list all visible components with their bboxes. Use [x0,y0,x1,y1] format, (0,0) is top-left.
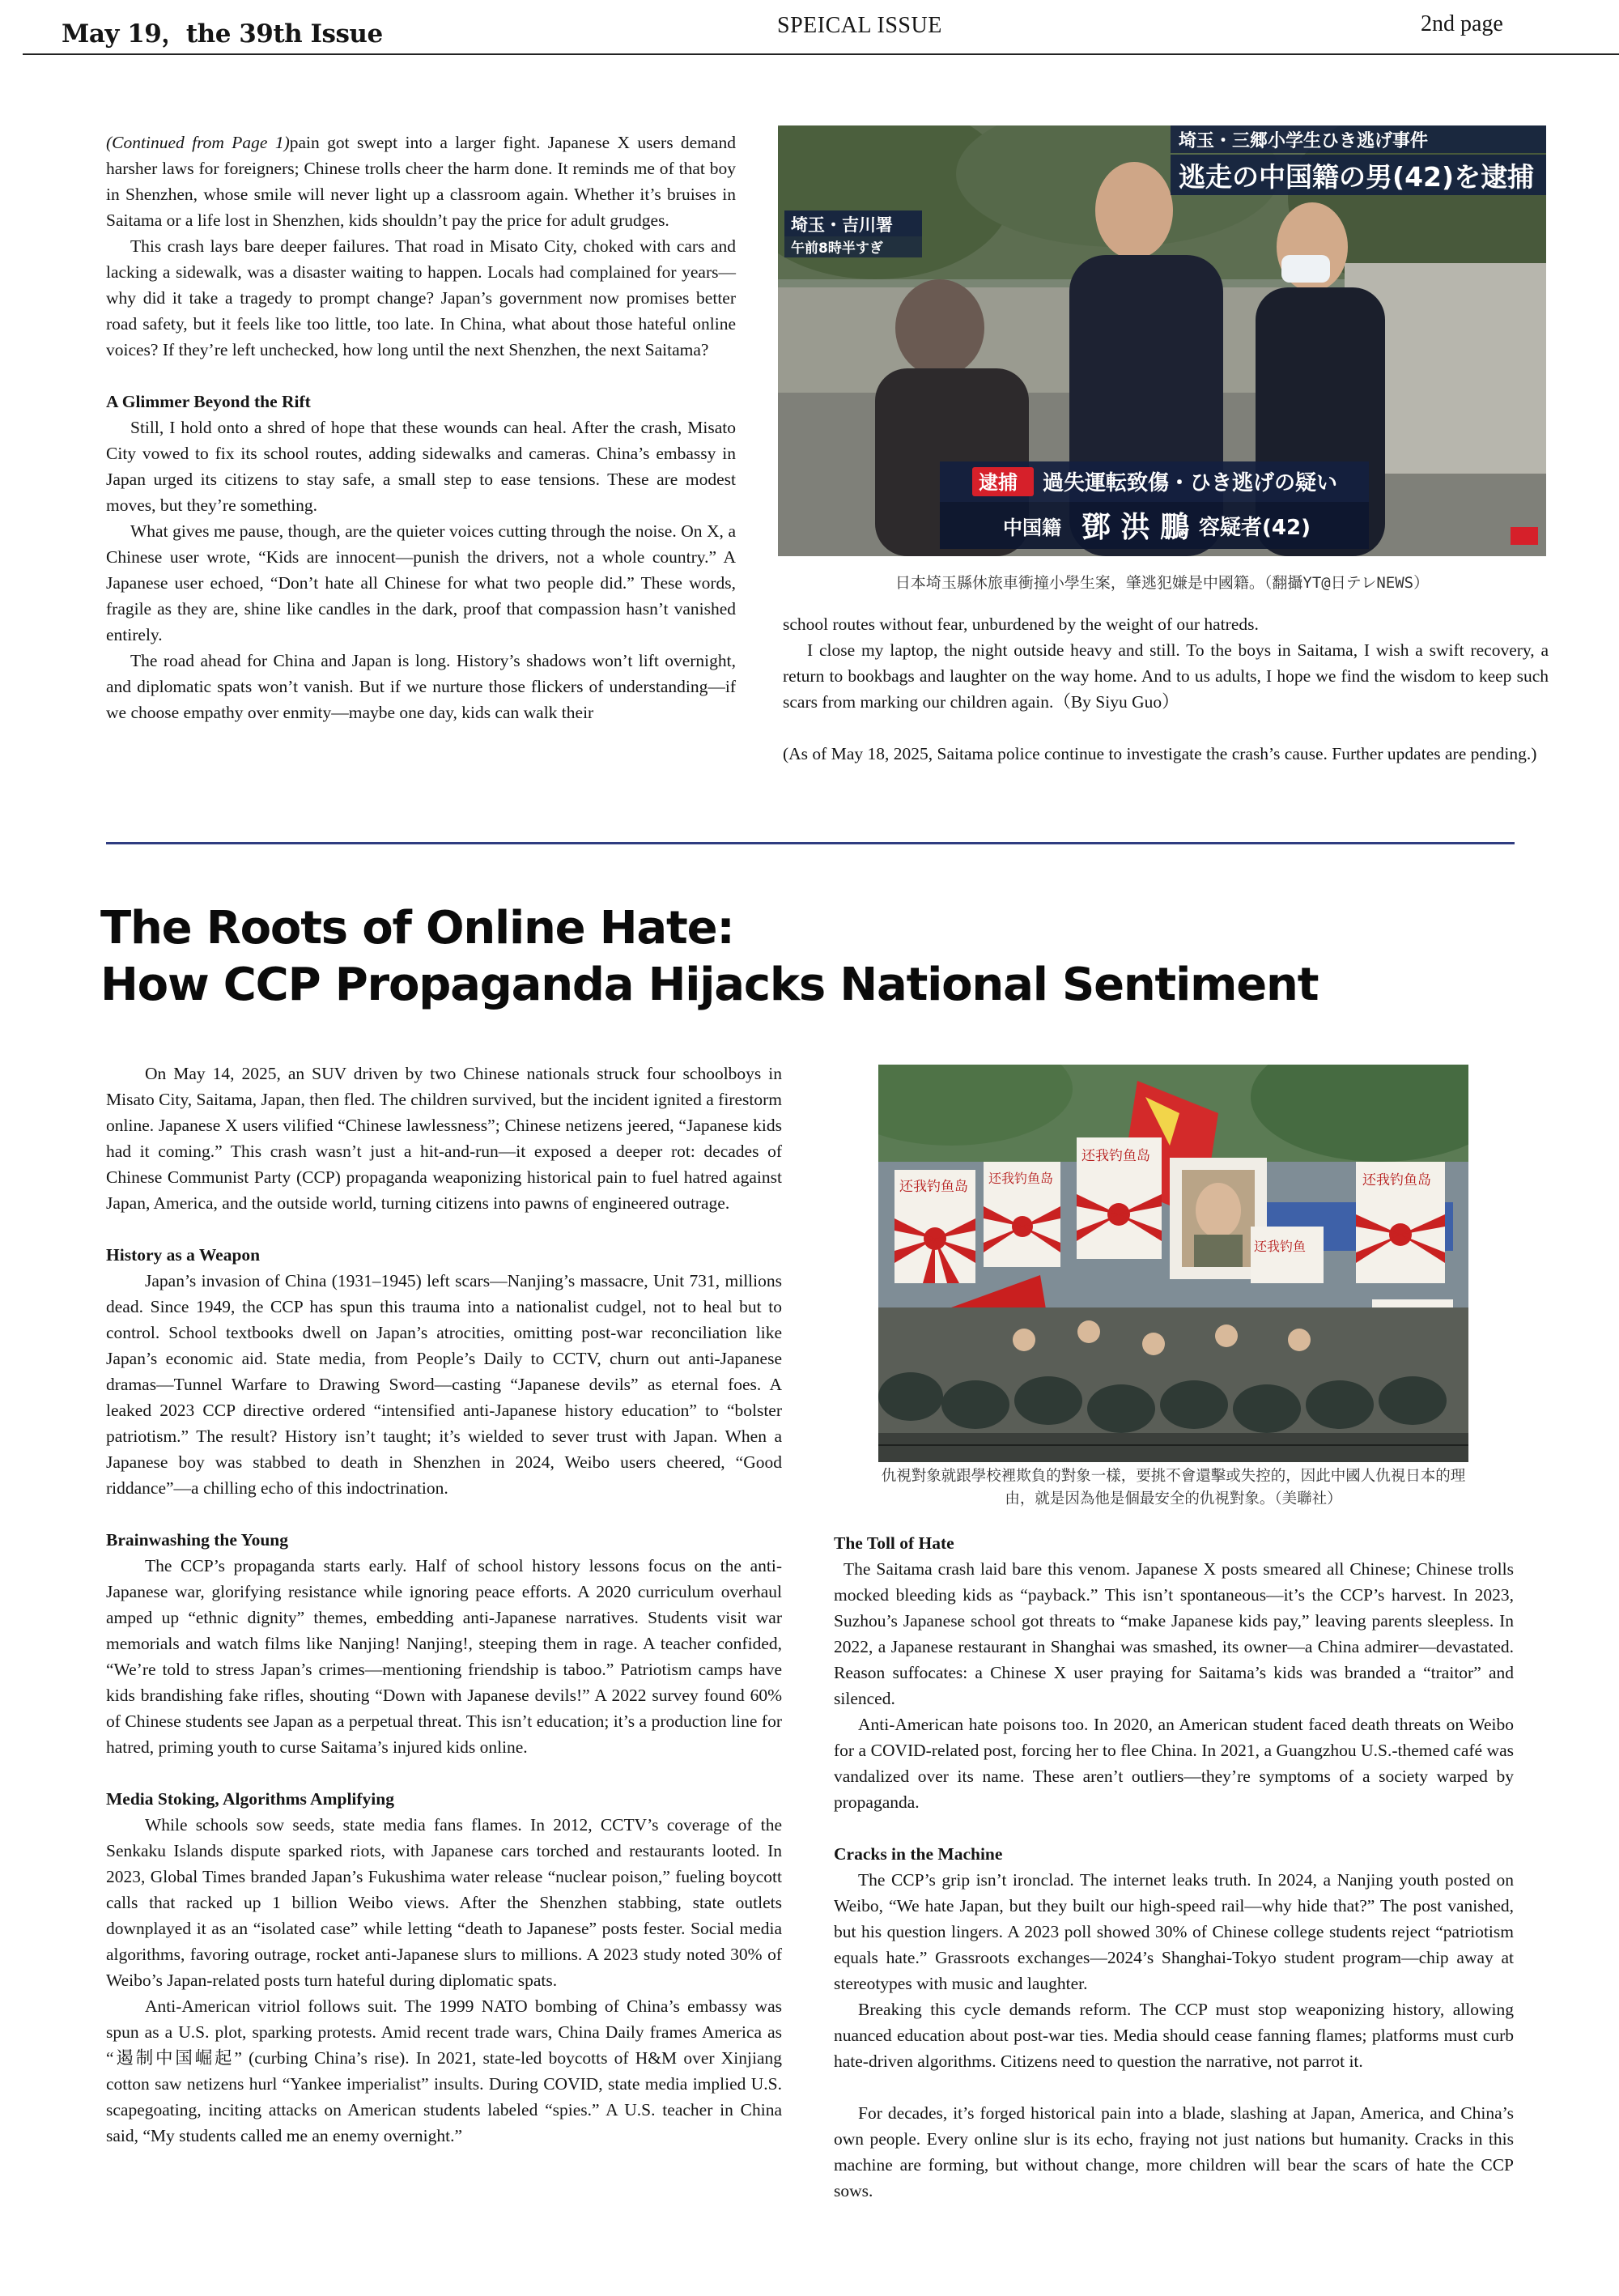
paragraph-text: pain got swept into a larger fight. Japanese X users demand harsher laws for foreigners; Chinese trolls cheer the harm done. It reminds me of that boy in Shenzhen, whose smile will never light up a classroom again. Whether it’s bruises in Saitama or a life lost in Shenzhen, kids shouldn’t pay the price for adult grudges. [106,133,736,230]
top-article-column-right [783,611,1549,767]
nationality-text: 中国籍 [1003,517,1061,539]
closing-paragraph: For decades, it’s forged historical pain into a blade, slashing at Japan, America, and China’s own people. Every online slur is its echo, fraying not just nations but humanity. Cracks in this machine are forming, but without change, more children will bear the scars of hate the CCP sows. [834,2103,1514,2200]
headline-line-2: How CCP Propaganda Hijacks National Sentiment [100,959,1319,1011]
ntv-logo-icon [1511,527,1538,545]
suspect-suffix: 容疑者(42) [1199,516,1311,540]
media-paragraph-2: Anti-American vitriol follows suit. The 1999 NATO bombing of China’s embassy was spun as a U.S. plot, sparking protests. Amid recent trade wars, China Daily frames America as “遏制中国崛起” (curbing China’s rise). In 2021, state-led boycotts of H&M over Xinjiang cotton saw netizens hurl “Yankee imperialist” insults. During COVID, state media implied U.S. scapegoating, inciting attacks on American students labeled “spies.” A U.S. teacher in China said, “My students called me an enemy overnight.” [106,1996,782,2145]
section-label: SPEICAL ISSUE [777,13,942,38]
cracks-paragraph-2: Breaking this cycle demands reform. The CCP must stop weaponizing history, allowing nuanced education about post-war ties. Media should cease fanning flames; platforms must curb hate-driven algorithms. Citizens need to question the narrative, not parrot it. [834,2000,1514,2071]
editor-note: (As of May 18, 2025, Saitama police continue to investigate the crash’s cause. Further updates are pending.) [783,744,1537,763]
feature-headline [100,900,1318,1014]
subheading-cracks: Cracks in the Machine [834,1844,1003,1864]
arrest-tag: 逮捕 [979,471,1018,494]
brainwashing-paragraph: The CCP’s propaganda starts early. Half of school history lessons focus on the anti-Japanese war, glorifying resistance while ignoring peace efforts. A 2020 curriculum overhaul amped up “ethnic dignity” themes, embedding anti-Japanese narratives. Students visit war memorials and watch films like Nanjing! Nanjing!, steeping them in rage. A teacher confided, “We’re told to stress Japan’s crimes—mentioning friendship is taboo.” Patriotism camps have kids brandishing fake rifles, shouting “Down with Japanese devils!” A 2022 survey found 60% of Chinese students see Japan as a perpetual threat. This isn’t education; it’s a production line for hatred, priming youth to curse Saitama’s injured kids online. [106,1556,782,1757]
history-paragraph: Japan’s invasion of China (1931–1945) left scars—Nanjing’s massacre, Unit 731, millions dead. Since 1949, the CCP has spun this trauma into a nationalist cudgel, not to heal but to control. School textbooks dwell on Japan’s atrocities, omitting post-war reconciliation like Japan’s economic aid. State media, from People’s Daily to CCTV, churn out anti-Japanese dramas—Tunnel Warfare to Drawing Sword—casting “Japanese devils” as eternal foes. A leaked 2023 CCP directive ordered “intensified anti-Japanese history education” to “bolster patriotism.” The result? History isn’t taught; it’s wielded to sever trust with Japan. When a Japanese boy was stabbed to death in Shenzhen in 2024, Weibo users cheered, “Good riddance”—a chilling echo of this indoctrination. [106,1271,782,1498]
banner-small-text: 埼玉・三郷小学生ひき逃げ事件 [1179,131,1429,151]
issue-date: May 19，the 39th Issue [62,19,383,49]
protest-scene-image [878,1065,1468,1462]
toll-paragraph-2: Anti-American hate poisons too. In 2020, an American student faced death threats on Weibo for a COVID-related post, forcing her to flee China. In 2021, a Guangzhou U.S.-themed café was vandalized over its name. These aren’t outliers—they’re symptoms of a society warped by propaganda. [834,1715,1514,1812]
subheading-toll: The Toll of Hate [834,1533,954,1553]
sign-text-2: 还我钓鱼岛 [988,1171,1054,1186]
header-rule [23,53,1619,55]
banner-large-text: 逃走の中国籍の男(42)を逮捕 [1179,161,1535,193]
top-article-paragraph-6: school routes without fear, unburdened by the weight of our hatreds. [783,614,1259,634]
sign-text-4: 还我钓鱼岛 [1362,1172,1431,1188]
subheading-glimmer: A Glimmer Beyond the Rift [106,392,311,411]
subheading-brainwashing: Brainwashing the Young [106,1530,289,1550]
media-paragraph-1: While schools sow seeds, state media fans flames. In 2012, CCTV’s coverage of the Senkaku Islands dispute sparked riots, with Japanese cars torched and restaurants looted. In 2023, Global Times branded Japan’s Fukushima water release “nuclear poison,” fueling boycott calls that racked up 1 billion Weibo views. After the Shenzhen stabbing, state outlets downplayed it as an “isolated case” while letting “death to Japanese” posts fester. Social media algorithms, favoring outrage, rocket anti-Japanese slurs to millions. A 2023 study noted 30% of Weibo’s Japan-related posts turn hateful during diplomatic spats. [106,1815,782,1990]
sign-text-3: 还我钓鱼岛 [1081,1148,1150,1164]
continued-label: (Continued from Page 1) [106,133,290,152]
top-article-paragraph-1 [106,130,736,233]
section-divider [106,842,1515,844]
news-screenshot-photo [778,125,1546,556]
top-article-paragraph-7: I close my laptop, the night outside heavy and still. To the boys in Saitama, I wish a swift recovery, a return to bookbags and laughter on the way home. And to us adults, I hope we find the wisdom to keep such scars from marking our children again.（By Siyu Guo） [783,640,1549,712]
subheading-history: History as a Weapon [106,1245,261,1265]
subheading-media: Media Stoking, Algorithms Amplifying [106,1789,394,1809]
top-article-paragraph-2: This crash lays bare deeper failures. That road in Misato City, choked with cars and lacking a sidewalk, was a disaster waiting to happen. Locals had complained for years—why did it take a tragedy to prompt change? Japan’s government now promises better road safety, but it feels like too little, too late. In China, what about those hateful online voices? If they’re left unchecked, how long until the next Shenzhen, the next Saitama? [106,236,736,359]
top-article-paragraph-4: What gives me pause, though, are the quieter voices cutting through the noise. On X, a Chinese user wrote, “Kids are innocent—punish the drivers, not a whole country.” A Japanese user echoed, “Don’t hate all Chinese for what two people did.” These words, fragile as they are, shine like candles in the dark, proof that compassion hasn’t vanished entirely. [106,521,736,644]
arrest-scene-image [778,125,1546,556]
cracks-paragraph-1: The CCP’s grip isn’t ironclad. The internet leaks truth. In 2024, a Nanjing youth posted on Weibo, “We hate Japan, but they built our high-speed rail—why hide that?” The post vanished, but his question lingers. A 2023 poll showed 30% of Chinese college students reject “patriotism equals hate.” Grassroots exchanges—2024’s Shanghai-Tokyo student program—chip away at stereotypes with music and laughter. [834,1870,1514,1993]
sign-text-1: 还我钓鱼岛 [899,1179,968,1195]
toll-paragraph-1: The Saitama crash laid bare this venom. Japanese X posts smeared all Chinese; Chinese trolls mocked bleeding kids as “payback.” This isn’t spontaneous—it’s the CCP’s harvest. In 2023, Suzhou’s Japanese school got threats to “make Japanese kids pay,” leaving parents sleepless. In 2022, a Japanese restaurant in Shanghai was smashed, its owner—a China admirer—devastated. Reason suffocates: a Chinese X user praying for Saitama’s kids was branded a “traitor” and silenced. [834,1559,1514,1708]
feature-column-right [834,1530,1514,2204]
photo-caption-1: 日本埼玉縣休旅車衝撞小學生案，肇逃犯嫌是中國籍。（翻攝YT@日テレNEWS） [894,574,1430,592]
headline-line-1: The Roots of Online Hate: [100,902,734,955]
top-article-paragraph-3: Still, I hold onto a shred of hope that these wounds can heal. After the crash, Misato City vowed to fix its school routes, adding sidewalks and cameras. China’s embassy in Japan urged its citizens to stay safe, a small step to ease tensions. These are modest moves, but they’re something. [106,418,736,515]
top-article-column-left [106,130,736,725]
top-article-paragraph-5: The road ahead for China and Japan is long. History’s shadows won’t lift overnight, and diplomatic spats won’t vanish. But if we nurture those flickers of understanding—if we choose empathy over enmity—maybe one day, kids can walk their [106,651,736,722]
feature-intro: On May 14, 2025, an SUV driven by two Chinese nationals struck four schoolboys in Misato City, Saitama, Japan, then fled. The children survived, but the incident ignited a firestorm online. Japanese X users vilified “Chinese lawlessness”; Chinese netizens jeered, “Japanese kids had it coming.” This crash wasn’t just a hit-and-run—it exposed a deeper rot: decades of Chinese Communist Party (CCP) propaganda weaponizing historical pain to fuel hatred against Japan, America, and the outside world, turning citizens into pawns of engineered outrage. [106,1064,782,1213]
location-tag: 埼玉・吉川署 [791,215,893,235]
charge-text: 過失運転致傷・ひき逃げの疑い [1043,471,1338,495]
page-number: 2nd page [1421,11,1503,36]
photo-caption-2: 仇視對象就跟學校裡欺負的對象一樣，要挑不會還擊或失控的，因此中國人仇視日本的理由，就是因為他是個最安全的仇視對象。（美聯社） [881,1468,1466,1507]
time-tag: 午前8時半すぎ [791,240,883,257]
protest-photo [878,1065,1468,1462]
feature-column-left [106,1061,782,2149]
suspect-name: 鄧 洪 鵬 [1081,511,1190,544]
sign-text-6: 还我钓鱼 [1254,1239,1307,1254]
